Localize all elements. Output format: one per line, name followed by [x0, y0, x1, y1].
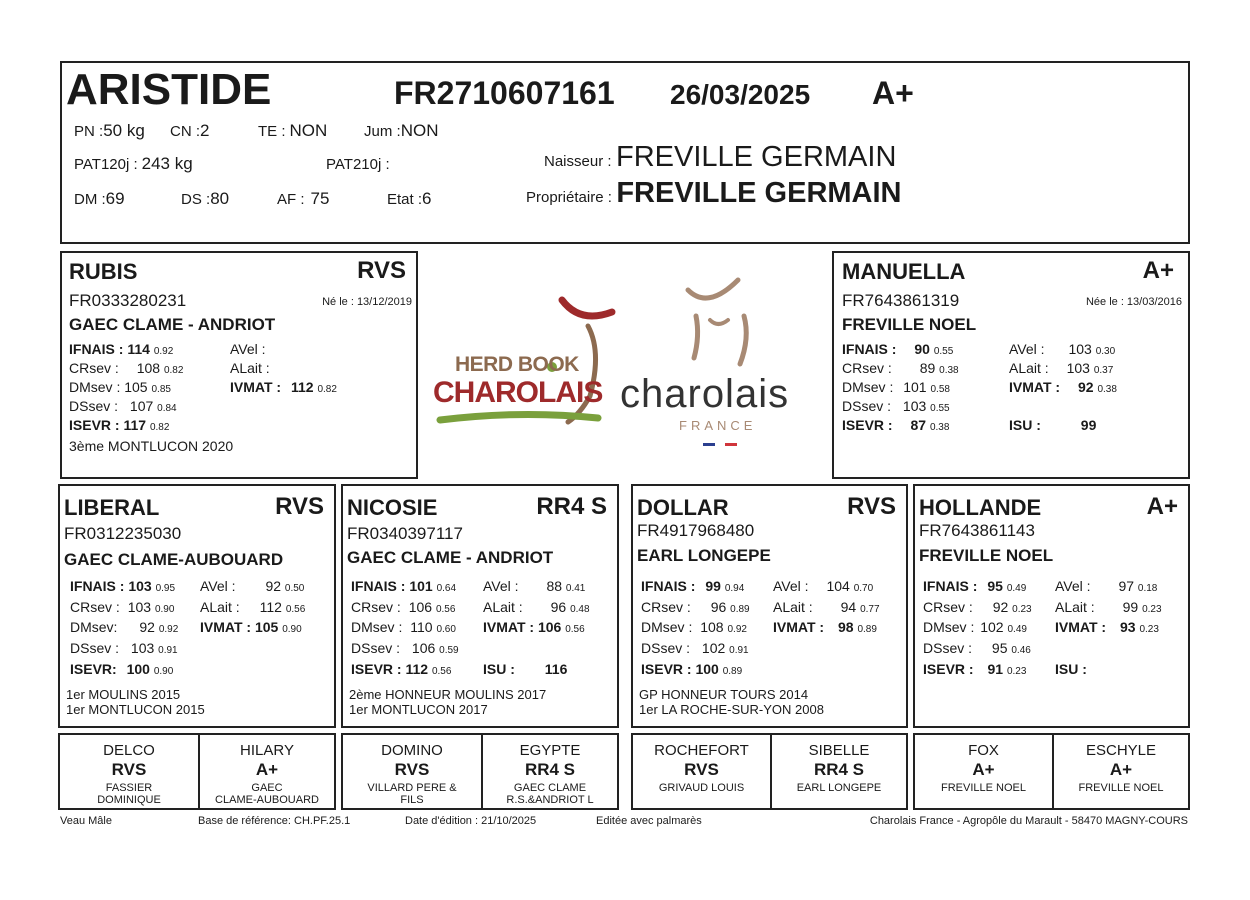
ggp-cell — [772, 735, 906, 808]
ggp-name: DELCO — [103, 742, 155, 759]
herdbook-line2: CHAROLAIS — [433, 376, 603, 409]
gp-award: 1er MONTLUCON 2017 — [349, 702, 488, 717]
gp-number: FR4917968480 — [637, 521, 755, 540]
animal-number: FR2710607161 — [394, 75, 615, 111]
ggp-name: ESCHYLE — [1085, 742, 1157, 759]
ggp-grade: RVS — [111, 760, 147, 779]
dam-ifnais: IFNAIS : 90 0.55 — [842, 341, 954, 357]
gp-crsev: CRsev : 92 0.23 — [923, 599, 1032, 615]
gp-owner: FREVILLE NOEL — [919, 546, 1054, 565]
proprietaire-field: Propriétaire : FREVILLE GERMAIN — [526, 177, 902, 209]
dam-grade: A+ — [1142, 257, 1174, 284]
ggp-owner: FILS — [400, 794, 424, 806]
gp-avel: AVel : 104 0.70 — [773, 578, 874, 594]
te-field: TE : NON — [258, 121, 328, 140]
dam-number: FR7643861319 — [842, 291, 960, 310]
sire-dmsev: DMsev : 105 0.85 — [69, 379, 171, 395]
ggp-box-1 — [58, 733, 336, 810]
sire-alait: ALait : — [230, 360, 270, 376]
ggp-name: EGYPTE — [519, 742, 581, 759]
animal-header — [60, 61, 1190, 244]
ggp-owner: EARL LONGEPE — [796, 782, 882, 794]
ggp-name: ROCHEFORT — [654, 742, 749, 759]
gp-avel: AVel : 88 0.41 — [483, 578, 586, 594]
gp-isevr: ISEVR: 100 0.90 — [70, 661, 174, 677]
gp-name: HOLLANDE — [919, 495, 1042, 520]
ggp-grade: RVS — [394, 760, 430, 779]
ggp-owner: DOMINIQUE — [97, 794, 161, 806]
ggp-owner: CLAME-AUBOUARD — [215, 794, 319, 806]
af-field: AF : 75 — [277, 189, 330, 208]
ggp-name: SIBELLE — [808, 742, 870, 759]
ggp-cell — [343, 735, 483, 808]
animal-grade: A+ — [872, 75, 914, 111]
gp-ivmat: IVMAT : 98 0.89 — [773, 619, 877, 635]
flag-stripe-red — [725, 443, 737, 446]
gp-ifnais: IFNAIS : 103 0.95 — [70, 578, 176, 594]
gp-dmsev: DMsev : 108 0.92 — [641, 619, 747, 635]
ggp-box-2 — [341, 733, 619, 810]
ggp-cell — [915, 735, 1054, 808]
sire-box — [60, 251, 418, 479]
gp-name: NICOSIE — [347, 495, 438, 520]
gp-name: LIBERAL — [64, 495, 160, 520]
sire-ivmat: IVMAT : 112 0.82 — [230, 379, 337, 395]
jum-field: Jum :NON — [364, 121, 439, 140]
sire-isevr: ISEVR : 117 0.82 — [69, 417, 170, 433]
ggp-owner: FREVILLE NOEL — [941, 782, 1026, 794]
gp-alait: ALait : 96 0.48 — [483, 599, 590, 615]
pat120-field: PAT120j : 243 kg — [74, 154, 193, 173]
footer-palmares: Editée avec palmarès — [596, 815, 702, 827]
dam-avel: AVel : 103 0.30 — [1009, 341, 1116, 357]
gp-isu: ISU : 116 — [483, 661, 568, 677]
gp-avel: AVel : 97 0.18 — [1055, 578, 1158, 594]
sire-award: 3ème MONTLUCON 2020 — [69, 438, 234, 454]
footer-sex: Veau Mâle — [60, 815, 112, 827]
ggp-name: HILARY — [240, 742, 294, 759]
ggp-box-3 — [631, 733, 908, 810]
ggp-owner: FREVILLE NOEL — [1078, 782, 1164, 794]
ggp-cell — [200, 735, 334, 808]
ggp-grade: A+ — [1109, 760, 1133, 779]
ggp-owner: GAEC — [251, 782, 283, 794]
gp-number: FR0340397117 — [347, 524, 463, 543]
gp-award: GP HONNEUR TOURS 2014 — [639, 687, 809, 702]
pat210-field: PAT210j : — [326, 156, 390, 173]
ggp-owner: VILLARD PERE & — [367, 782, 457, 794]
footer-org: Charolais France - Agropôle du Marault - 58470 MAGNY-COURS — [869, 815, 1188, 827]
gp-dmsev: DMsev : 110 0.60 — [351, 619, 456, 635]
ggp-grade: A+ — [972, 760, 995, 779]
gp-dssev: DSsev : 106 0.59 — [351, 640, 459, 656]
gp-alait: ALait : 99 0.23 — [1055, 599, 1162, 615]
ggp-cell — [60, 735, 200, 808]
gp-award: 1er MOULINS 2015 — [66, 687, 181, 702]
charolais-sub: FRANCE — [679, 418, 757, 433]
gp-dmsev: DMsev : 102 0.49 — [923, 619, 1027, 635]
ggp-grade: RR4 S — [524, 760, 576, 779]
ggp-grade: RR4 S — [813, 760, 865, 779]
ggp-cell — [633, 735, 772, 808]
flag-stripe-blue — [703, 443, 715, 446]
dam-ivmat: IVMAT : 92 0.38 — [1009, 379, 1117, 395]
gp-dssev: DSsev : 102 0.91 — [641, 640, 749, 656]
animal-date: 26/03/2025 — [670, 79, 811, 110]
ggp-cell — [483, 735, 617, 808]
gp-grade: RVS — [275, 493, 324, 520]
gp-isevr: ISEVR : 112 0.56 — [351, 661, 452, 677]
sire-dssev: DSsev : 107 0.84 — [69, 398, 177, 414]
gp-dssev: DSsev : 95 0.46 — [923, 640, 1031, 656]
gp-grade: A+ — [1146, 493, 1178, 520]
ggp-name: DOMINO — [381, 742, 443, 759]
gp-isu: ISU : — [1055, 661, 1087, 677]
ggp-owner: GRIVAUD LOUIS — [658, 782, 745, 794]
dam-born: Née le : 13/03/2016 — [1085, 296, 1182, 308]
footer-base: Base de référence: CH.PF.25.1 — [198, 815, 351, 827]
dam-isevr: ISEVR : 87 0.38 — [842, 417, 950, 433]
sire-avel: AVel : — [230, 341, 266, 357]
ggp-cell — [1054, 735, 1188, 808]
footer-edition: Date d'édition : 21/10/2025 — [405, 815, 537, 827]
ggp-grade: A+ — [255, 760, 279, 779]
etat-field: Etat :6 — [387, 189, 432, 208]
sire-name: RUBIS — [69, 259, 138, 284]
pn-field: PN :50 kg — [74, 121, 145, 140]
dm-field: DM :69 — [74, 189, 125, 208]
gp-ivmat: IVMAT : 105 0.90 — [200, 619, 302, 635]
naisseur-field: Naisseur : FREVILLE GERMAIN — [544, 141, 897, 173]
ds-field: DS :80 — [181, 189, 230, 208]
gp-owner: EARL LONGEPE — [637, 546, 771, 565]
herdbook-line1: HERD BOOK — [455, 353, 579, 376]
gp-ifnais: IFNAIS : 95 0.49 — [923, 578, 1027, 594]
animal-name: ARISTIDE — [66, 65, 272, 114]
gp-crsev: CRsev : 103 0.90 — [70, 599, 175, 615]
gp-box-1 — [58, 484, 336, 728]
gp-alait: ALait : 94 0.77 — [773, 599, 880, 615]
charolais-word: charolais — [620, 372, 790, 416]
gp-box-3 — [631, 484, 908, 728]
gp-award: 1er LA ROCHE-SUR-YON 2008 — [639, 702, 824, 717]
gp-number: FR7643861143 — [919, 521, 1035, 540]
dam-isu: ISU : 99 — [1009, 417, 1097, 433]
gp-ivmat: IVMAT : 93 0.23 — [1055, 619, 1159, 635]
sire-crsev: CRsev : 108 0.82 — [69, 360, 184, 376]
gp-isevr: ISEVR : 100 0.89 — [641, 661, 743, 677]
gp-ivmat: IVMAT : 106 0.56 — [483, 619, 585, 635]
dam-dmsev: DMsev : 101 0.58 — [842, 379, 950, 395]
ggp-box-4 — [913, 733, 1190, 810]
gp-grade: RR4 S — [536, 493, 607, 520]
dam-alait: ALait : 103 0.37 — [1009, 360, 1114, 376]
gp-ifnais: IFNAIS : 99 0.94 — [641, 578, 745, 594]
gp-award: 1er MONTLUCON 2015 — [66, 702, 205, 717]
ggp-grade: RVS — [684, 760, 719, 779]
ggp-owner: R.S.&ANDRIOT L — [506, 794, 594, 806]
gp-owner: GAEC CLAME-AUBOUARD — [64, 550, 284, 569]
gp-alait: ALait : 112 0.56 — [200, 599, 306, 615]
gp-name: DOLLAR — [637, 495, 729, 520]
charolais-cow-icon — [666, 276, 776, 376]
ggp-owner: FASSIER — [105, 782, 153, 794]
gp-crsev: CRsev : 96 0.89 — [641, 599, 750, 615]
gp-isevr: ISEVR : 91 0.23 — [923, 661, 1027, 677]
gp-owner: GAEC CLAME - ANDRIOT — [347, 548, 554, 567]
ggp-name: FOX — [968, 742, 999, 759]
gp-ifnais: IFNAIS : 101 0.64 — [351, 578, 457, 594]
dam-dssev: DSsev : 103 0.55 — [842, 398, 950, 414]
logos-area — [420, 252, 830, 478]
gp-number: FR0312235030 — [64, 524, 182, 543]
gp-award: 2ème HONNEUR MOULINS 2017 — [349, 687, 547, 702]
ggp-owner: GAEC CLAME — [513, 782, 587, 794]
gp-dssev: DSsev : 103 0.91 — [70, 640, 178, 656]
sire-grade: RVS — [357, 257, 406, 284]
dam-owner: FREVILLE NOEL — [842, 315, 977, 334]
gp-crsev: CRsev : 106 0.56 — [351, 599, 456, 615]
cn-field: CN :2 — [170, 121, 210, 140]
sire-ifnais: IFNAIS : 114 0.92 — [69, 341, 174, 357]
gp-grade: RVS — [847, 493, 896, 520]
dam-name: MANUELLA — [842, 259, 966, 284]
dam-crsev: CRsev : 89 0.38 — [842, 360, 959, 376]
sire-owner: GAEC CLAME - ANDRIOT — [69, 315, 276, 334]
sire-born: Né le : 13/12/2019 — [322, 296, 412, 308]
gp-avel: AVel : 92 0.50 — [200, 578, 305, 594]
gp-box-4 — [913, 484, 1190, 728]
sire-number: FR0333280231 — [69, 291, 187, 310]
dam-box — [832, 251, 1190, 479]
gp-box-2 — [341, 484, 619, 728]
gp-dmsev: DMsev: 92 0.92 — [70, 619, 179, 635]
